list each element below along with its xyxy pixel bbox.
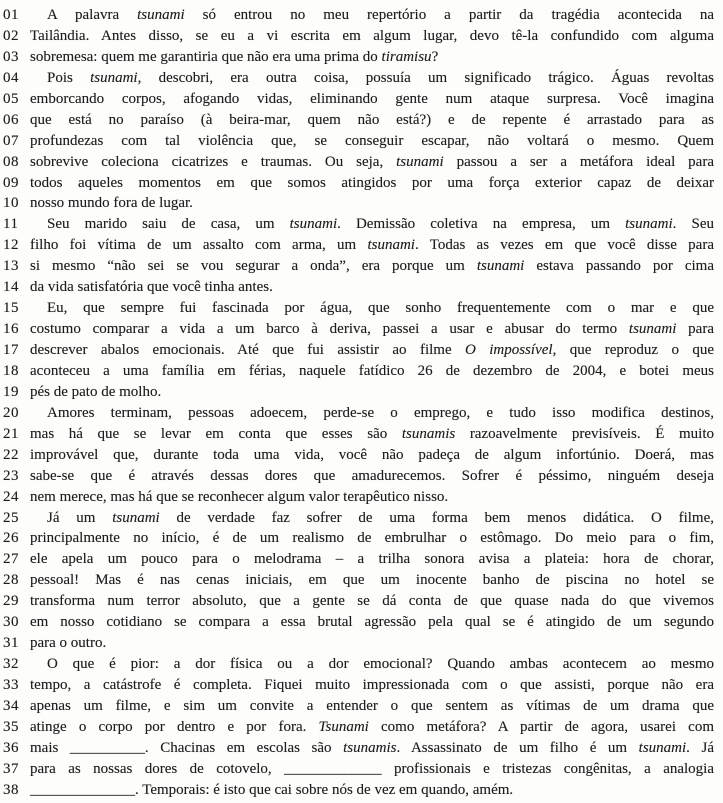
line-text (30, 508, 714, 529)
text-segment: , que reproduz o que (552, 342, 714, 358)
text-segment: filho foi vítima de um assalto com arma, um (30, 237, 368, 254)
text-segment: para (676, 321, 714, 338)
line-text (30, 298, 714, 319)
line-text (30, 235, 714, 256)
fill-in-blank: ______________ (30, 781, 135, 798)
text-line (3, 152, 714, 173)
line-text (30, 152, 714, 173)
text-line (3, 277, 714, 298)
line-number: 17 (3, 342, 19, 358)
line-number: 19 (3, 383, 19, 400)
text-segment: mais (30, 739, 70, 756)
text-line (3, 131, 714, 152)
text-line (3, 717, 714, 738)
text-segment: Já um (47, 509, 113, 526)
text-line (3, 549, 714, 570)
line-number: 28 (3, 572, 19, 589)
italic-term: tsunami (476, 258, 525, 275)
line-text (30, 256, 714, 277)
line-number: 21 (3, 425, 19, 442)
text-line (3, 759, 714, 780)
text-segment: . Temporais: é isto que cai sobre nós de vez em quando, amém. (135, 781, 514, 798)
line-text (30, 633, 714, 654)
line-text (30, 675, 714, 696)
line-text (30, 68, 714, 89)
text-line (3, 235, 714, 256)
text-line (3, 5, 714, 26)
line-number: 02 (3, 27, 19, 44)
line-text (30, 319, 714, 340)
line-number: 27 (3, 551, 19, 568)
italic-term: Tsunami (318, 718, 369, 735)
text-line (3, 361, 714, 382)
line-text (30, 193, 714, 214)
line-number: 38 (3, 781, 19, 798)
line-number: 26 (3, 530, 19, 547)
line-text (30, 277, 714, 298)
text-segment: aconteceu a uma família em férias, naquele fatídico 26 de dezembro de 2004, e botei meus (30, 362, 714, 379)
line-number: 04 (3, 69, 19, 86)
text-line (3, 68, 714, 89)
text-line (3, 487, 714, 508)
line-number: 14 (3, 279, 19, 296)
line-text (30, 759, 714, 780)
line-text (30, 424, 714, 445)
text-line (3, 675, 714, 696)
line-text (30, 110, 714, 131)
text-line (3, 654, 714, 675)
text-segment: sobrevive coleciona cicatrizes e traumas. Ou seja, (30, 153, 397, 170)
text-line (3, 214, 714, 235)
text-segment: passou a ser a metáfora ideal para (443, 153, 714, 170)
line-number: 13 (3, 258, 19, 275)
text-line (3, 47, 714, 68)
text-segment: nem merece, mas há que se reconhecer algum valor terapêutico nisso. (30, 488, 449, 505)
line-number: 06 (3, 111, 19, 128)
text-line (3, 528, 714, 549)
text-segment: mas há que se levar em conta que esses são (30, 425, 402, 442)
line-text (30, 361, 714, 382)
line-text (30, 591, 714, 612)
line-text (30, 612, 714, 633)
line-number: 15 (3, 300, 19, 317)
italic-term: tsunami (625, 216, 673, 233)
text-segment: atinge o corpo por dentro e por fora. (30, 718, 319, 735)
text-line (3, 612, 714, 633)
text-segment: como metáfora? A partir de agora, usarei com (368, 718, 714, 735)
line-number: 10 (3, 195, 19, 212)
text-segment: A palavra (47, 7, 138, 23)
text-line (3, 738, 714, 759)
text-segment: apenas um filme, e sim um convite a entender o que sentem as vítimas de um drama que (30, 697, 714, 714)
line-number: 36 (3, 739, 19, 756)
line-number: 33 (3, 677, 19, 693)
italic-term: tsunami (137, 7, 185, 23)
line-text (30, 654, 714, 675)
line-text (30, 570, 714, 591)
line-number: 07 (3, 132, 19, 149)
fill-in-blank: __________ (69, 739, 145, 756)
line-text (30, 89, 714, 110)
italic-term: tsunami (367, 237, 415, 254)
text-segment: sobremesa: quem me garantiria que não era uma prima do (30, 48, 382, 65)
text-segment: principalmente no início, é de um realismo de embrulhar o estômago. Do meio para o fim, (30, 530, 714, 547)
line-number: 08 (3, 153, 19, 170)
text-line (3, 193, 714, 214)
text-line (3, 591, 714, 612)
text-segment: profundezas com tal violência que, se conseguir escapar, não voltará o mesmo. Quem (30, 132, 714, 149)
line-number: 18 (3, 362, 19, 379)
text-segment: improvável que, durante toda uma vida, você não padeça de algum infortúnio. Doerá, mas (30, 446, 714, 463)
text-segment: O que é pior: a dor física ou a dor emocional? Quando ambas acontecem ao mesmo (47, 656, 714, 673)
italic-term: tsunami (289, 216, 338, 233)
line-number: 35 (3, 718, 19, 735)
line-text (30, 528, 714, 549)
text-line (3, 173, 714, 194)
text-line (3, 26, 714, 47)
line-text (30, 549, 714, 570)
line-number: 37 (3, 760, 19, 777)
italic-term: tiramisu (381, 48, 432, 65)
line-text (30, 717, 714, 738)
text-line (3, 424, 714, 445)
line-number: 23 (3, 467, 19, 484)
line-text (30, 131, 714, 152)
text-segment: emborcando corpos, afogando vidas, eliminando gente num ataque surpresa. Você imagina (30, 90, 714, 107)
text-line (3, 403, 714, 424)
line-text (30, 5, 714, 26)
italic-term: tsunami (396, 153, 444, 170)
text-segment: da vida satisfatória que você tinha antes. (30, 279, 273, 296)
line-number: 12 (3, 237, 19, 254)
line-text (30, 487, 714, 508)
line-text (30, 340, 714, 361)
text-segment: para as nossas dores de cotovelo, (30, 760, 285, 777)
text-segment: transforma num terror absoluto, que a gente se dá conta de que quase nada do que vivemos (30, 593, 714, 610)
line-number: 25 (3, 509, 19, 526)
text-segment: só entrou no meu repertório a partir da tragédia acontecida na (184, 7, 714, 23)
text-line (3, 382, 714, 403)
line-text (30, 26, 714, 47)
line-text (30, 47, 714, 68)
italic-term: tsunami (112, 509, 160, 526)
text-segment: Seu marido saiu de casa, um (47, 216, 290, 233)
text-segment: Amores terminam, pessoas adoecem, perde-se o emprego, e tudo isso modifica destinos, (47, 404, 714, 421)
text-segment: . Todas as vezes em que você disse para (414, 237, 714, 254)
text-segment: nosso mundo fora de lugar. (30, 195, 193, 212)
text-line (3, 696, 714, 717)
text-segment: Tailândia. Antes disso, se eu a vi escrita em algum lugar, devo tê-la confundido com alguma (30, 27, 714, 44)
line-number: 29 (3, 593, 19, 610)
italic-term: tsunamis (401, 425, 456, 442)
italic-term: tsunami (90, 69, 138, 86)
text-segment: . Assassinato de um filho é um (396, 739, 639, 756)
line-text (30, 696, 714, 717)
text-segment: , descobri, era outra coisa, possuía um significado trágico. Águas revoltas (137, 69, 714, 86)
line-number: 22 (3, 446, 19, 463)
line-number: 01 (3, 7, 19, 23)
text-segment: para o outro. (30, 635, 107, 652)
fill-in-blank: _____________ (284, 760, 382, 777)
italic-term: O impossível (465, 342, 553, 358)
text-line (3, 780, 714, 801)
line-number: 30 (3, 614, 19, 631)
text-segment: profissionais e tristezas congênitas, a analogia (381, 760, 715, 777)
italic-term: tsunamis (343, 739, 397, 756)
text-segment: . Já (686, 739, 714, 756)
text-segment: Pois (47, 69, 91, 86)
line-text (30, 403, 714, 424)
text-segment: ? (431, 48, 439, 65)
text-segment: ele apela um pouco para o melodrama – a trilha sonora avisa a plateia: hora de chorar, (30, 551, 714, 568)
text-segment: que está no paraíso (à beira-mar, quem não está?) e de repente é arrastado para as (30, 111, 714, 128)
text-segment: . Demissão coletiva na empresa, um (337, 216, 626, 233)
text-segment: sabe-se que é através dessas dores que amadurecemos. Sofrer é péssimo, ninguém deseja (30, 467, 714, 484)
line-text (30, 173, 714, 194)
line-text (30, 466, 714, 487)
text-segment: tempo, a catástrofe é completa. Fiquei muito impressionada com o que assisti, porque não era (30, 677, 714, 693)
text-column (3, 5, 714, 801)
text-line (3, 633, 714, 654)
line-text (30, 445, 714, 466)
text-segment: . Chacinas em escolas são (144, 739, 344, 756)
line-number: 11 (3, 216, 19, 233)
line-number: 32 (3, 656, 19, 673)
text-segment: descrever abalos emocionais. Até que fui assistir ao filme (30, 342, 465, 358)
line-text (30, 382, 714, 403)
line-number: 31 (3, 635, 19, 652)
text-line (3, 256, 714, 277)
text-line (3, 508, 714, 529)
text-segment: si mesmo “não sei se vou segurar a onda”, era porque um (30, 258, 477, 275)
text-segment: Eu, que sempre fui fascinada por água, que sonho frequentemente com o mar e que (47, 300, 714, 317)
text-line (3, 445, 714, 466)
line-number: 34 (3, 697, 19, 714)
text-segment: em nosso cotidiano se compara a essa brutal agressão pela qual se é atingido de um segundo (30, 614, 714, 631)
line-number: 24 (3, 488, 19, 505)
line-text (30, 780, 714, 801)
text-segment: estava passando por cima (524, 258, 714, 275)
line-number: 16 (3, 321, 19, 338)
line-number: 20 (3, 404, 19, 421)
line-number: 05 (3, 90, 19, 107)
text-line (3, 298, 714, 319)
text-line (3, 110, 714, 131)
line-number: 03 (3, 48, 19, 65)
text-segment: . Seu (672, 216, 715, 233)
text-segment: todos aqueles momentos em que somos atingidos por uma força exterior capaz de deixar (30, 174, 714, 191)
text-segment: razoavelmente previsíveis. É muito (455, 425, 714, 442)
line-text (30, 214, 714, 235)
text-segment: de verdade faz sofrer de uma forma bem menos didática. O filme, (159, 509, 714, 526)
text-line (3, 319, 714, 340)
text-segment: pessoal! Mas é nas cenas iniciais, em que um inocente banho de piscina no hotel se (30, 572, 714, 589)
text-segment: costumo comparar a vida a um barco à deriva, passei a usar e abusar do termo (30, 321, 629, 338)
italic-term: tsunami (628, 321, 677, 338)
line-number: 09 (3, 174, 19, 191)
text-line (3, 340, 714, 361)
line-text (30, 738, 714, 759)
italic-term: tsunami (638, 739, 687, 756)
text-line (3, 89, 714, 110)
text-segment: pés de pato de molho. (30, 383, 162, 400)
text-line (3, 466, 714, 487)
text-line (3, 570, 714, 591)
